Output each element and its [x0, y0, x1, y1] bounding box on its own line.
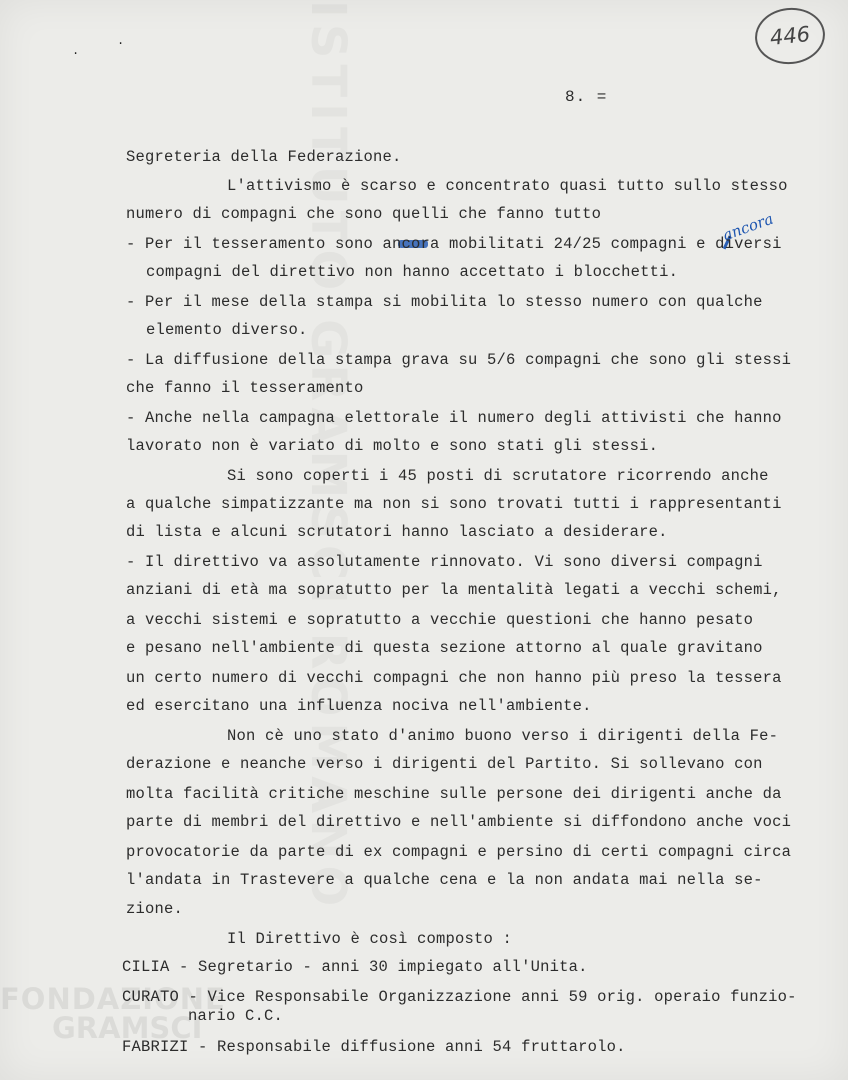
text-line: di lista e alcuni scrutatori hanno lasciato a desiderare. — [126, 523, 668, 541]
logo-text-line1: FONDAZIONE — [0, 982, 226, 1016]
text-line: a qualche simpatizzante ma non si sono trovati tutti i rappresentanti — [126, 495, 782, 513]
text-line: ed esercitano una influenza nociva nell'ambiente. — [126, 697, 592, 715]
text-line: che fanno il tesseramento — [126, 379, 364, 397]
text-line: l'andata in Trastevere a qualche cena e la non andata mai nella se- — [126, 871, 763, 889]
text-line: molta facilità critiche meschine sulle persone dei dirigenti anche da — [126, 785, 782, 803]
foundation-logo-watermark — [0, 982, 226, 1045]
handwritten-margin-note: ancora — [720, 209, 776, 245]
speck-mark: . — [117, 34, 125, 48]
text-line: - La diffusione della stampa grava su 5/6 compagni che sono gli stessi — [126, 351, 792, 369]
section-heading: Segreteria della Federazione. — [126, 148, 402, 166]
archive-watermark-vertical — [300, 0, 356, 912]
text-line: - Il direttivo va assolutamente rinnovato. Vi sono diversi compagni — [126, 553, 763, 571]
logo-text-line2: GRAMSCI — [52, 1011, 203, 1045]
text-line: Non cè uno stato d'animo buono verso i dirigenti della Fe- — [227, 727, 779, 745]
text-line: a vecchi sistemi e sopratutto a vecchie questioni che hanno pesato — [126, 611, 754, 629]
text-line: - Per il tesseramento sono ancora mobilitati 24/25 compagni e diversi — [126, 235, 782, 253]
member-entry-continuation: nario C.C. — [188, 1007, 284, 1025]
member-entry: CURATO - Vice Responsabile Organizzazione anni 59 orig. operaio funzio- — [122, 988, 797, 1006]
text-line: e pesano nell'ambiente di questa sezione attorno al quale gravitano — [126, 639, 763, 657]
text-line: numero di compagni che sono quelli che fanno tutto — [126, 205, 602, 223]
text-line: - Anche nella campagna elettorale il numero degli attivisti che hanno — [126, 409, 782, 427]
member-entry: FABRIZI - Responsabile diffusione anni 54 fruttarolo. — [122, 1038, 626, 1056]
text-line: un certo numero di vecchi compagni che non hanno più preso la tessera — [126, 669, 782, 687]
text-line: lavorato non è variato di molto e sono stati gli stessi. — [126, 437, 659, 455]
page-number: 8. = — [565, 88, 608, 106]
text-line: compagni del direttivo non hanno accettato i blocchetti. — [146, 263, 679, 281]
text-line: Si sono coperti i 45 posti di scrutatore ricorrendo anche — [227, 467, 769, 485]
text-line: parte di membri del direttivo e nell'ambiente si diffondono anche voci — [126, 813, 792, 831]
text-line: anziani di età ma sopratutto per la mentalità legati a vecchi schemi, — [126, 581, 782, 599]
text-line: L'attivismo è scarso e concentrato quasi tutto sullo stesso — [227, 177, 788, 195]
text-line: elemento diverso. — [146, 321, 308, 339]
speck-mark: . — [72, 44, 80, 58]
text-line: - Per il mese della stampa si mobilita lo stesso numero con qualche — [126, 293, 763, 311]
member-entry: CILIA - Segretario - anni 30 impiegato all'Unita. — [122, 958, 588, 976]
text-line: derazione e neanche verso i dirigenti del Partito. Si sollevano con — [126, 755, 763, 773]
text-line: Il Direttivo è così composto : — [227, 930, 513, 948]
text-line: provocatorie da parte di ex compagni e persino di certi compagni circa — [126, 843, 792, 861]
text-line: zione. — [126, 900, 184, 918]
archive-stamp-number: 446 — [752, 4, 827, 67]
